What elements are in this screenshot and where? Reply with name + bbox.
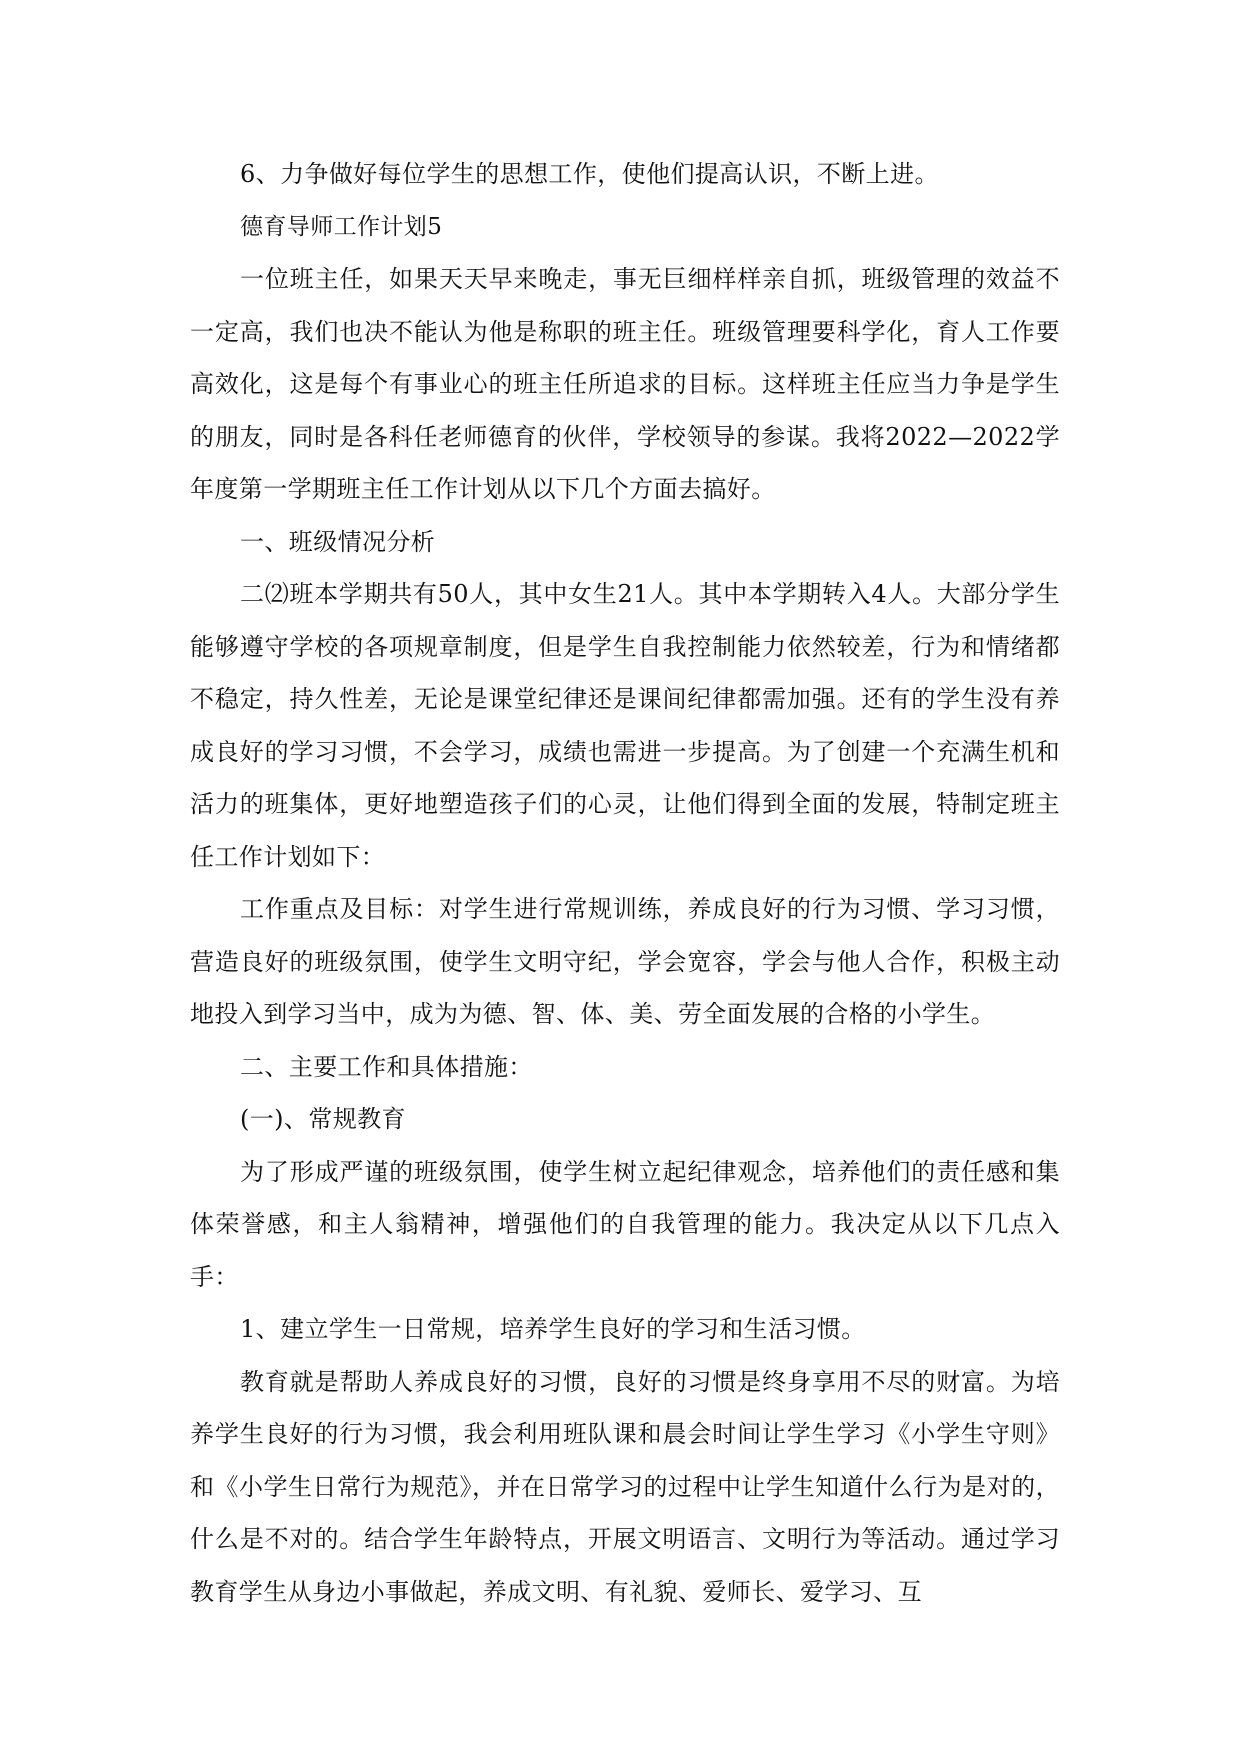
class-analysis-paragraph: 二⑵班本学期共有50人，其中女生21人。其中本学期转入4人。大部分学生能够遵守学校的各项规章制度，但是学生自我控制能力依然较差，行为和情绪都不稳定，持久性差，无论是课堂纪律还是课间纪律都需加强。还有的学生没有养成良好的学习习惯，不会学习，成绩也需进一步提高。为了创建一个充满生机和活力的班集体，更好地塑造孩子们的心灵，让他们得到全面的发展，特制定班主任工作计划如下： <box>190 580 1060 871</box>
document-body <box>190 148 1060 1618</box>
heading-main-work: 二、主要工作和具体措施： <box>240 1052 533 1081</box>
list-item-1: 1、建立学生一日常规，培养学生良好的学习和生活习惯。 <box>240 1315 866 1343</box>
habits-paragraph: 教育就是帮助人养成良好的习惯，良好的习惯是终身享用不尽的财富。为培养学生良好的行为习惯，我会利用班队课和晨会时间让学生学习《小学生守则》和《小学生日常行为规范》，并在日常学习的过程中让学生知道什么行为是对的，什么是不对的。结合学生年龄特点，开展文明语言、文明行为等活动。通过学习教育学生从身边小事做起，养成文明、有礼貌、爱师长、爱学习、互 <box>190 1367 1060 1606</box>
list-item-6: 6、力争做好每位学生的思想工作，使他们提高认识，不断上进。 <box>240 160 939 188</box>
heading-class-analysis: 一、班级情况分析 <box>240 527 436 556</box>
subheading-routine-education: (一)、常规教育 <box>240 1105 406 1133</box>
section-title: 德育导师工作计划5 <box>240 213 443 240</box>
intro-paragraph: 一位班主任，如果天天早来晚走，事无巨细样样亲自抓，班级管理的效益不一定高，我们也决不能认为他是称职的班主任。班级管理要科学化，育人工作要高效化，这是每个有事业心的班主任所追求的目标。这样班主任应当力争是学生的朋友，同时是各科任老师德育的伙伴，学校领导的参谋。我将2022—2022学年度第一学期班主任工作计划从以下几个方面去搞好。 <box>190 265 1060 503</box>
routine-education-paragraph: 为了形成严谨的班级氛围，使学生树立起纪律观念，培养他们的责任感和集体荣誉感，和主人翁精神，增强他们的自我管理的能力。我决定从以下几点入手： <box>190 1157 1060 1291</box>
goals-paragraph: 工作重点及目标：对学生进行常规训练，养成良好的行为习惯、学习习惯，营造良好的班级氛围，使学生文明守纪，学会宽容，学会与他人合作，积极主动地投入到学习当中，成为为德、智、体、美、劳全面发展的合格的小学生。 <box>190 895 1060 1028</box>
